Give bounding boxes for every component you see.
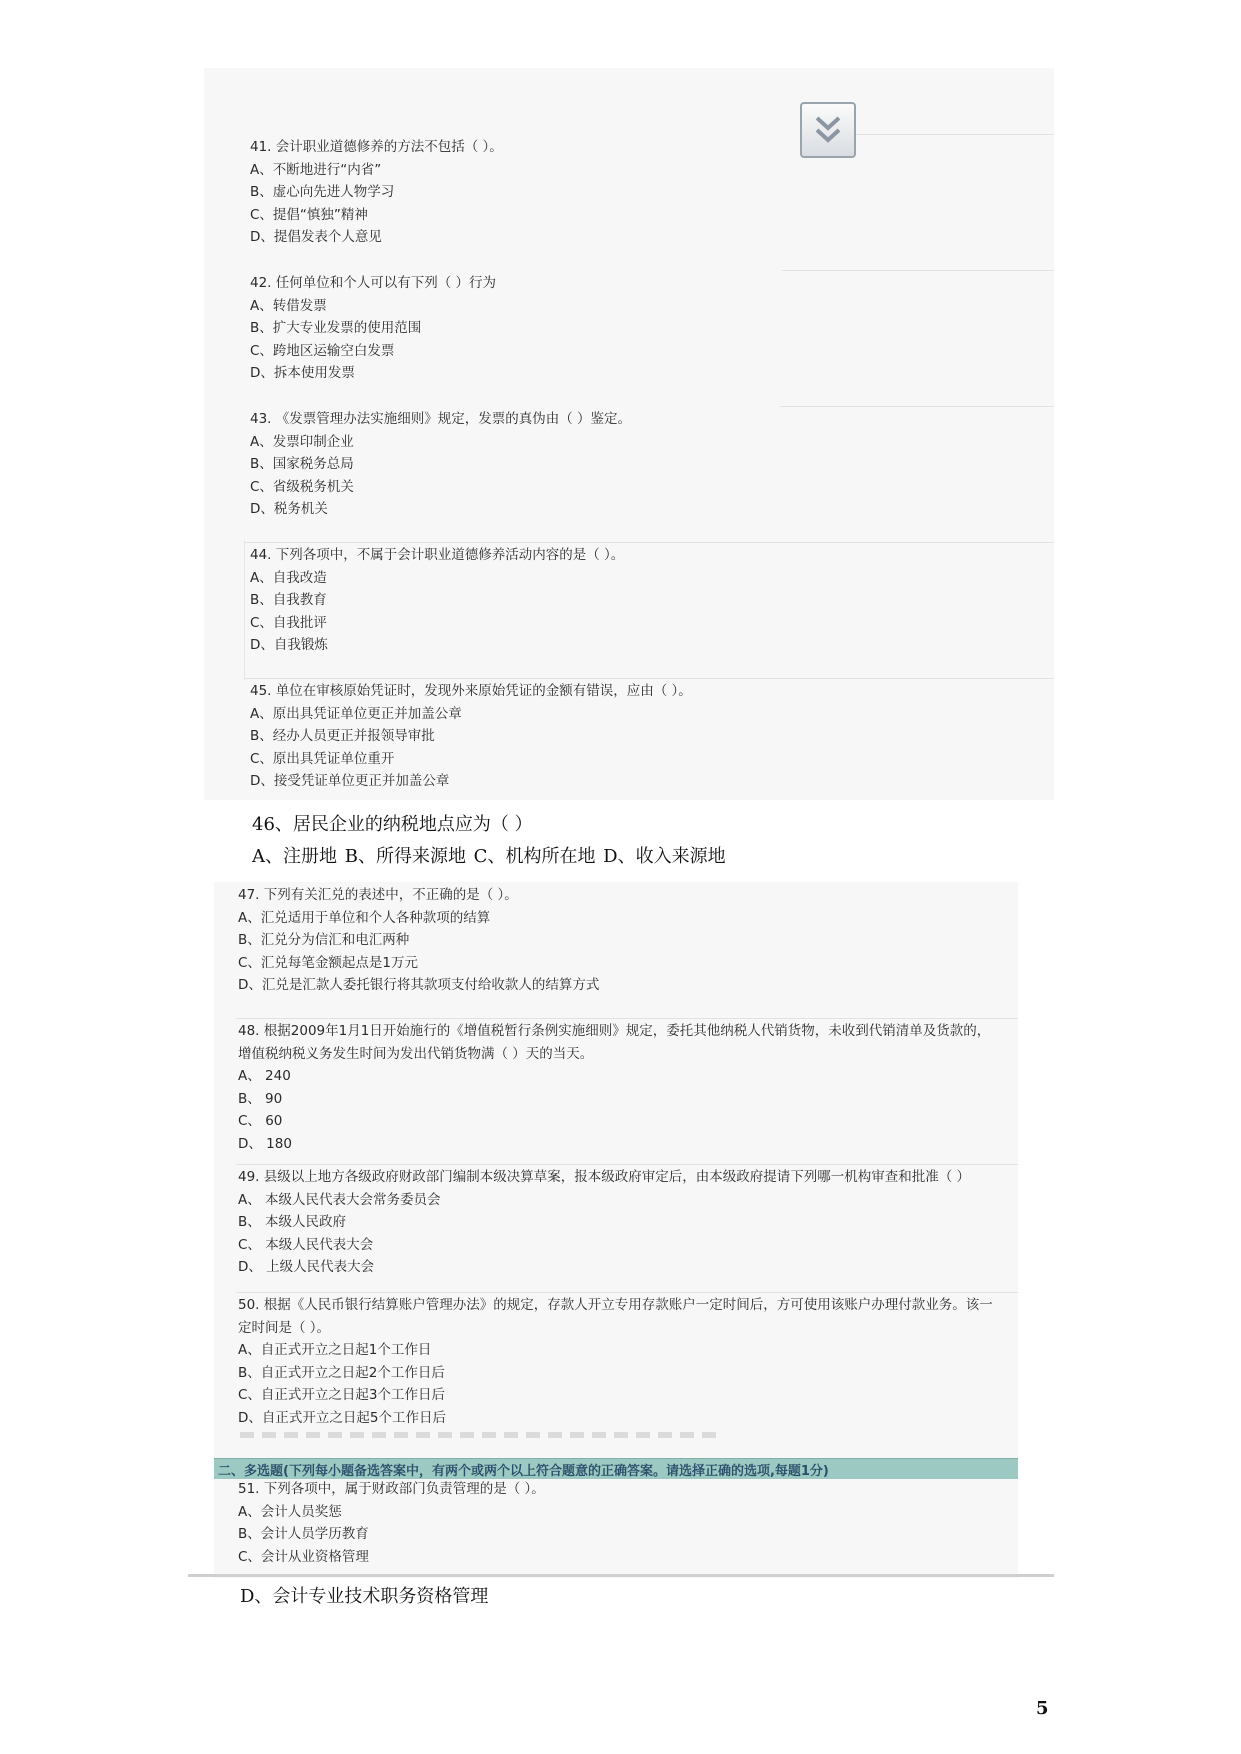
question-option: D、自正式开立之日起5个工作日后 (238, 1409, 446, 1426)
question-stem: 51. 下列各项中，属于财政部门负责管理的是（ ）。 (238, 1481, 545, 1497)
question-option: A、汇兑适用于单位和个人各种款项的结算 (238, 909, 491, 926)
question-option: A、转借发票 (250, 297, 327, 314)
separator-line (236, 1018, 1018, 1019)
question-50 (238, 1294, 998, 1430)
question-48 (238, 1020, 998, 1156)
question-option: C、省级税务机关 (250, 478, 354, 495)
question-option: B、扩大专业发票的使用范围 (250, 320, 422, 337)
question-option: A、 本级人民代表大会常务委员会 (238, 1191, 441, 1208)
section-header-multiple-choice (214, 1458, 1018, 1479)
question-option: C、原出具凭证单位重开 (250, 750, 395, 767)
scroll-down-button[interactable] (800, 102, 856, 158)
question-option: D、 上级人民代表大会 (238, 1259, 375, 1276)
question-51 (238, 1478, 545, 1568)
question-option: C、自我批评 (250, 614, 327, 631)
cropped-text-remnant (240, 1432, 720, 1438)
question-option: C、跨地区运输空白发票 (250, 342, 395, 359)
question-42 (250, 272, 496, 385)
separator-line (236, 1164, 1018, 1165)
question-option: D、自我锻炼 (250, 637, 328, 654)
question-stem: 48. 根据2009年1月1日开始施行的《增值税暂行条例实施细则》规定，委托其他纳税人代销货物，未收到代销清单及货款的，增值税纳税义务发生时间为发出代销货物满（ ）天的当天。 (238, 1023, 991, 1062)
question-option: A、自正式开立之日起1个工作日 (238, 1342, 432, 1359)
question-option: C、自正式开立之日起3个工作日后 (238, 1387, 446, 1404)
question-41 (250, 136, 503, 249)
question-option: D、提倡发表个人意见 (250, 229, 382, 246)
question-option: A、原出具凭证单位更正并加盖公章 (250, 705, 462, 722)
question-option: B、经办人员更正并报领导审批 (250, 728, 435, 745)
question-stem: 43. 《发票管理办法实施细则》规定，发票的真伪由（ ）鉴定。 (250, 411, 632, 427)
question-option: A、会计人员奖惩 (238, 1503, 342, 1520)
question-option: B、国家税务总局 (250, 456, 354, 473)
question-option: C、提倡“慎独”精神 (250, 206, 368, 223)
question-option: B、自我教育 (250, 592, 327, 609)
question-option: D、接受凭证单位更正并加盖公章 (250, 773, 450, 790)
question-option: B、 本级人民政府 (238, 1214, 347, 1231)
question-option: B、会计人员学历教育 (238, 1526, 369, 1543)
separator-line (780, 406, 1054, 407)
question-option: D、税务机关 (250, 501, 328, 518)
question-option: C、 60 (238, 1113, 283, 1130)
question-46-options: A、注册地 B、所得来源地 C、机构所在地 D、收入来源地 (252, 846, 726, 867)
question-stem: 49. 县级以上地方各级政府财政部门编制本级决算草案，报本级政府审定后，由本级政府提请下列哪一机构审查和批准（ ） (238, 1169, 971, 1185)
question-option: C、汇兑每笔金额起点是1万元 (238, 954, 419, 971)
question-stem: 42. 任何单位和个人可以有下列（ ）行为 (250, 275, 497, 291)
question-option: B、 90 (238, 1090, 283, 1107)
double-chevron-down-icon (814, 114, 842, 146)
question-option: A、 240 (238, 1068, 291, 1085)
question-stem: 47. 下列有关汇兑的表述中，不正确的是（ ）。 (238, 887, 518, 903)
question-47 (238, 884, 599, 997)
question-51-option-d: D、会计专业技术职务资格管理 (240, 1586, 489, 1607)
question-option: A、发票印制企业 (250, 433, 354, 450)
question-option: D、汇兑是汇款人委托银行将其款项支付给收款人的结算方式 (238, 977, 600, 994)
question-stem: 45. 单位在审核原始凭证时，发现外来原始凭证的金额有错误，应由（ ）。 (250, 683, 692, 699)
page-number: 5 (1036, 1698, 1049, 1719)
question-stem: 50. 根据《人民币银行结算账户管理办法》的规定，存款人开立专用存款账户一定时间后，方可使用该账户办理付款业务。该一定时间是（ ）。 (238, 1297, 993, 1336)
question-43 (250, 408, 631, 521)
question-option: B、自正式开立之日起2个工作日后 (238, 1364, 445, 1381)
question-option: D、拆本使用发票 (250, 365, 355, 382)
question-stem: 44. 下列各项中，不属于会计职业道德修养活动内容的是（ ）。 (250, 547, 625, 563)
question-option: C、会计从业资格管理 (238, 1548, 369, 1565)
question-49 (238, 1166, 970, 1279)
question-46-stem: 46、居民企业的纳税地点应为（ ） (252, 814, 533, 835)
question-45 (250, 680, 692, 793)
separator-line (244, 540, 245, 680)
question-stem: 41. 会计职业道德修养的方法不包括（ ）。 (250, 139, 503, 155)
question-option: A、不断地进行“内省” (250, 161, 382, 178)
question-option: C、 本级人民代表大会 (238, 1236, 374, 1253)
question-option: B、汇兑分为信汇和电汇两种 (238, 932, 410, 949)
section-title: 二、多选题(下列每小题备选答案中，有两个或两个以上符合题意的正确答案。请选择正确的选项,每题1分) (218, 1464, 829, 1479)
divider (188, 1574, 1054, 1577)
separator-line (236, 1292, 1018, 1293)
question-option: D、 180 (238, 1135, 292, 1152)
question-option: B、虚心向先进人物学习 (250, 184, 395, 201)
question-44 (250, 544, 624, 657)
question-option: A、自我改造 (250, 569, 327, 586)
separator-line (782, 270, 1054, 271)
separator-line (244, 678, 1054, 679)
separator-line (244, 542, 1054, 543)
